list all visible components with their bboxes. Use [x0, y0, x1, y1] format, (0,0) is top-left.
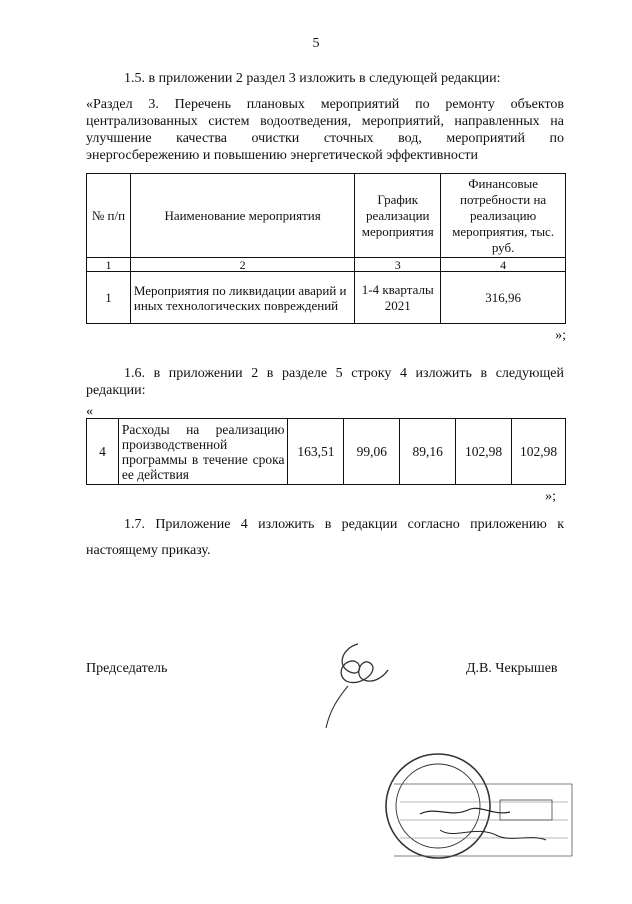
table-measures [86, 173, 566, 324]
colnum: 2 [130, 258, 354, 272]
item-1-5: 1.5. в приложении 2 раздел 3 изложить в следующей редакции: [124, 71, 501, 86]
header-num: № п/п [87, 174, 131, 258]
signature-role: Председатель [86, 661, 168, 676]
handwritten-signature [318, 636, 398, 732]
signature-name: Д.В. Чекрышев [466, 661, 558, 676]
section3-line: энергосбережению и повышению энергетической эффективности [86, 148, 478, 163]
row-name: Мероприятия по ликвидации аварий и иных технологических повреждений [130, 272, 354, 324]
section3-heading [86, 96, 564, 164]
row-name: Расходы на реализацию производственной программы в течение срока ее действия [118, 419, 288, 485]
row-value: 102,98 [456, 419, 512, 485]
row-value: 99,06 [344, 419, 400, 485]
row-num: 1 [87, 272, 131, 324]
item-1-6-line: редакции: [86, 383, 146, 398]
table1-closing: »; [555, 328, 566, 343]
section3-line: централизованных систем водоотведения, мероприятий, направленных на [86, 114, 564, 129]
row-schedule: 1-4 кварталы 2021 [355, 272, 441, 324]
row-value: 102,98 [512, 419, 566, 485]
open-quote: « [86, 404, 93, 419]
table-row [87, 419, 566, 485]
item-1-6-line: 1.6. в приложении 2 в разделе 5 строку 4 изложить в следующей [124, 366, 564, 381]
colnum: 4 [441, 258, 566, 272]
table-row [87, 272, 566, 324]
row-num: 4 [87, 419, 119, 485]
row-amount: 316,96 [441, 272, 566, 324]
section3-line: «Раздел 3. Перечень плановых мероприятий по ремонту объектов [86, 97, 564, 112]
colnum: 1 [87, 258, 131, 272]
table2-closing: »; [545, 489, 556, 504]
page-number: 5 [312, 36, 320, 51]
row-value: 163,51 [288, 419, 344, 485]
header-schedule: График реализации мероприятия [355, 174, 441, 258]
header-name: Наименование мероприятия [130, 174, 354, 258]
colnum: 3 [355, 258, 441, 272]
item-1-7 [86, 512, 564, 564]
official-stamp [380, 744, 576, 862]
table-colnum-row [87, 258, 566, 272]
item-1-7-line: настоящему приказу. [86, 543, 211, 558]
header-amount: Финансовые потребности на реализацию мероприятия, тыс. руб. [441, 174, 566, 258]
table-header-row [87, 174, 566, 258]
table-expenses [86, 418, 566, 485]
row-value: 89,16 [400, 419, 456, 485]
section3-line: улучшение качества очистки сточных вод, мероприятий по [86, 131, 564, 146]
item-1-6 [86, 365, 564, 399]
item-1-7-line: 1.7. Приложение 4 изложить в редакции согласно приложению к [124, 517, 564, 532]
